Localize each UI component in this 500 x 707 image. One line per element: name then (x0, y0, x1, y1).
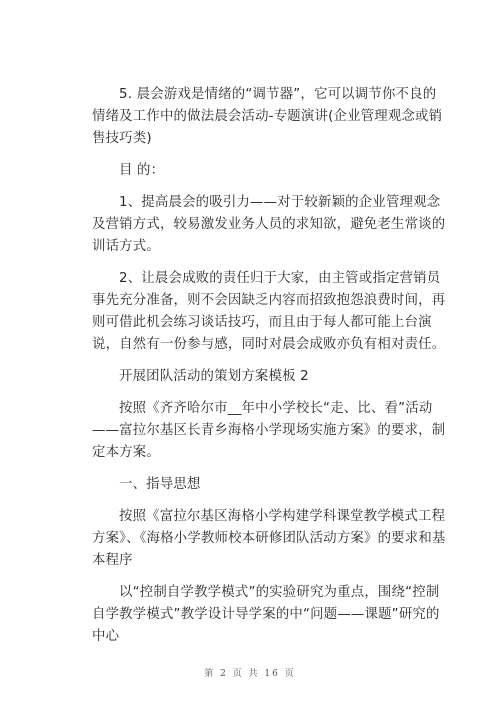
section-title-template-2: 开展团队活动的策划方案模板 2 (119, 369, 309, 384)
paragraph-purpose-heading: 目 的： (119, 163, 165, 178)
paragraph-purpose-1: 1、提高晨会的吸引力——对于较新颖的企业管理观念及营销方式，较易激发业务人员的求知欲，避免老生常谈的训话方式。 (92, 195, 446, 254)
paragraph-game-regulator: 5. 晨会游戏是情绪的“调节器”，它可以调节你不良的情绪及工作中的做法晨会活动-专题演讲(企业管理观念或销售技巧类) (92, 87, 443, 146)
page-number-footer: 第 2 页 共 16 页 (204, 669, 296, 679)
paragraph-purpose-2: 2、让晨会成败的责任归于大家，由主管或指定营销员事先充分准备，则不会因缺乏内容而招致抱怨浪费时间，再则可借此机会练习谈话技巧，而且由于每人都可能上台演说，自然有一份参与感，同时对晨会成败亦负有相对责任。 (92, 271, 446, 352)
heading-guiding-thought: 一、指导思想 (119, 477, 201, 492)
paragraph-guiding-1: 按照《富拉尔基区海格小学构建学科课堂教学模式工程方案》、《海格小学教师校本研修团队活动方案》的要求和基本程序 (92, 509, 446, 568)
paragraph-plan-basis: 按照《齐齐哈尔市__年中小学校长“走、比、看”活动——富拉尔基区长青乡海格小学现场实施方案》的要求，制定本方案。 (92, 401, 446, 460)
paragraph-guiding-2: 以“控制自学教学模式”的实验研究为重点，围绕“控制自学教学模式”教学设计导学案的中“问题——课题”研究的中心 (92, 585, 440, 644)
body-text (92, 84, 448, 648)
